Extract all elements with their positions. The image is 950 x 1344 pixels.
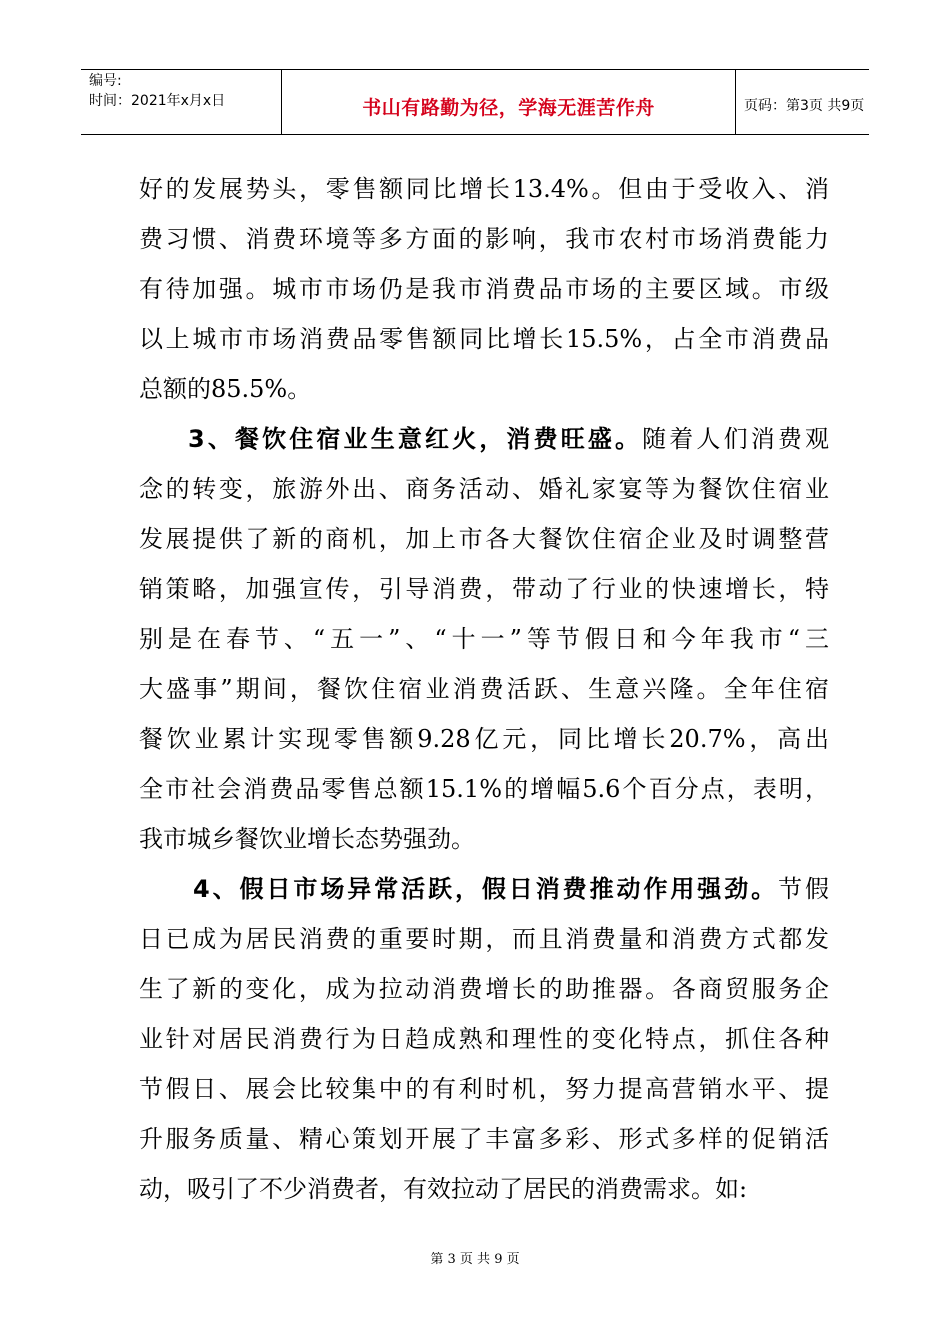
- paragraph-text: 随着人们消费观: [642, 425, 830, 453]
- paragraph-line: 有待加强。城市市场仍是我市消费品市场的主要区域。市级: [139, 275, 829, 303]
- date-label: 时间：2021年x月x日: [89, 93, 226, 109]
- paragraph-line: 好的发展势头，零售额同比增长13.4%。但由于受收入、消: [139, 175, 829, 203]
- paragraph-line: 生了新的变化，成为拉动消费增长的助推器。各商贸服务企: [139, 975, 829, 1003]
- paragraph-line: 节假日、展会比较集中的有利时机，努力提高营销水平、提: [139, 1075, 829, 1103]
- serial-label: 编号:: [89, 73, 122, 89]
- paragraph-line: 总额的85.5%。: [139, 375, 312, 403]
- header-page-info: 页码：第3页 共9页: [744, 98, 865, 114]
- section-heading: 4、假日市场异常活跃，假日消费推动作用强劲。: [193, 875, 779, 903]
- paragraph-line: 业针对居民消费行为日趋成熟和理性的变化特点，抓住各种: [139, 1025, 829, 1053]
- paragraph-first-line: [193, 864, 829, 914]
- paragraph-line: 以上城市市场消费品零售额同比增长15.5%，占全市消费品: [139, 325, 829, 353]
- paragraph-text: 节假: [778, 875, 830, 903]
- paragraph-line: 别是在春节、“五一”、“十一”等节假日和今年我市“三: [139, 625, 829, 653]
- paragraph-first-line: [188, 414, 829, 464]
- page-header: [81, 69, 869, 135]
- header-motto-cell: [282, 70, 736, 134]
- paragraph-line: 销策略，加强宣传，引导消费，带动了行业的快速增长，特: [139, 575, 829, 603]
- paragraph-line: 全市社会消费品零售总额15.1%的增幅5.6个百分点，表明，: [139, 775, 829, 803]
- paragraph-line: 我市城乡餐饮业增长态势强劲。: [139, 825, 475, 853]
- paragraph-line: 日已成为居民消费的重要时期，而且消费量和消费方式都发: [139, 925, 829, 953]
- paragraph-line: 费习惯、消费环境等多方面的影响，我市农村市场消费能力: [139, 225, 829, 253]
- page-footer: 第 3 页 共 9 页: [430, 1252, 520, 1267]
- paragraph-line: 大盛事”期间，餐饮住宿业消费活跃、生意兴隆。全年住宿: [139, 675, 829, 703]
- paragraph-line: 升服务质量、精心策划开展了丰富多彩、形式多样的促销活: [139, 1125, 829, 1153]
- paragraph-line: 动，吸引了不少消费者，有效拉动了居民的消费需求。如:: [139, 1175, 748, 1203]
- section-heading: 3、餐饮住宿业生意红火，消费旺盛。: [188, 425, 643, 453]
- header-motto: 书山有路勤为径，学海无涯苦作舟: [362, 97, 655, 119]
- header-meta-cell: [81, 70, 282, 134]
- header-page-cell: [736, 70, 869, 134]
- paragraph-line: 发展提供了新的商机，加上市各大餐饮住宿企业及时调整营: [139, 525, 829, 553]
- paragraph-line: 餐饮业累计实现零售额9.28亿元，同比增长20.7%，高出: [139, 725, 829, 753]
- paragraph-line: 念的转变，旅游外出、商务活动、婚礼家宴等为餐饮住宿业: [139, 475, 829, 503]
